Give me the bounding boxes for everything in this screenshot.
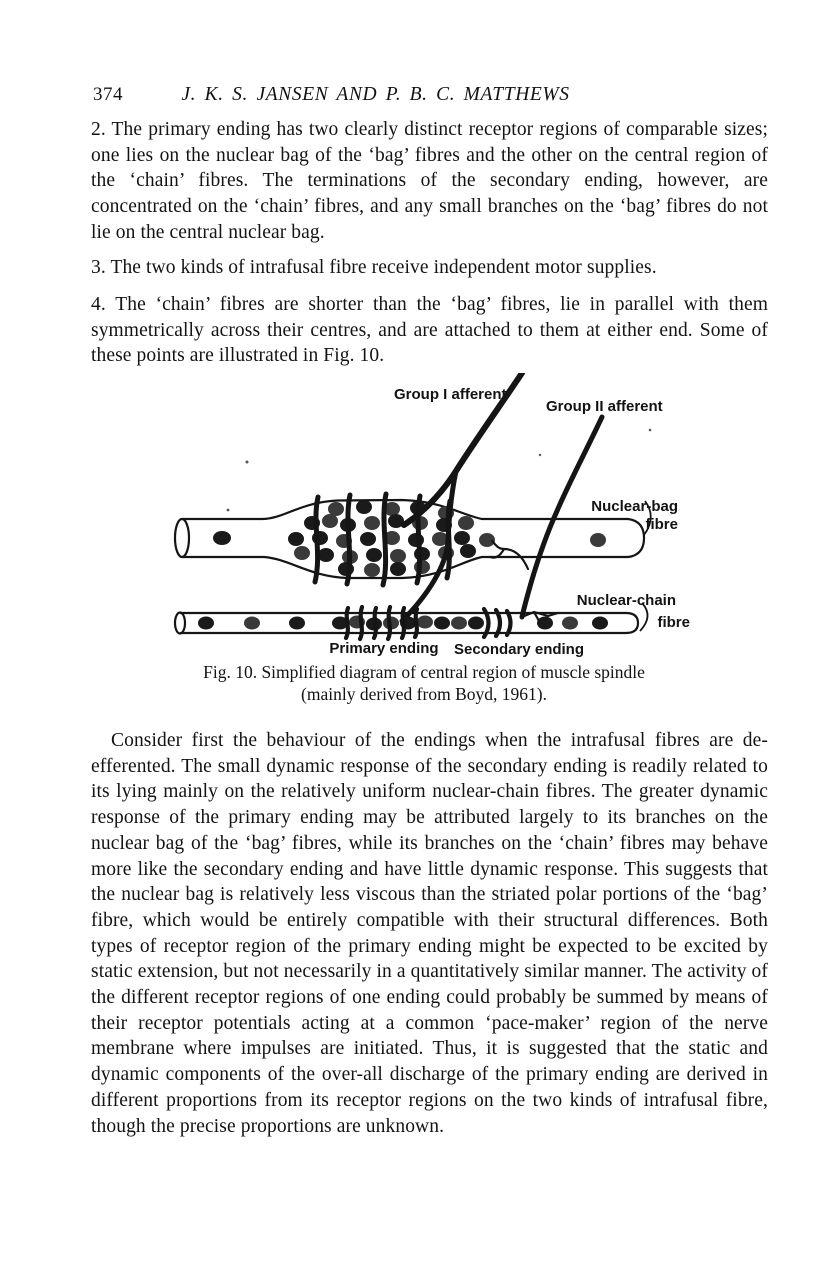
bag-fibre-left-cap — [175, 519, 189, 557]
figure-10 — [150, 373, 710, 663]
figure-caption-line1: Fig. 10. Simplified diagram of central region of muscle spindle — [203, 662, 645, 682]
label-secondary-ending: Secondary ending — [453, 641, 585, 658]
label-group-i-afferent: Group I afferent — [394, 386, 507, 403]
conclusion-item-2: 2. The primary ending has two clearly distinct receptor regions of comparable sizes; one lies on the nuclear bag of the ‘bag’ fibres and the other on the central region of the ‘chain’ fibres. The terminations of the secondary ending, however, are concentrated on the ‘chain’ fibres, and any small branches on the ‘bag’ fibres do not lie on the central nuclear bag. — [91, 119, 768, 243]
figure-caption-line2: (mainly derived from Boyd, 1961). — [301, 683, 547, 704]
label-nuclear-bag: Nuclear-bag — [591, 498, 678, 515]
muscle-spindle-diagram — [150, 373, 710, 663]
label-nuclear-chain-fibre: fibre — [657, 614, 690, 631]
chain-fibre-left-cap — [175, 613, 185, 634]
scan-speck — [649, 429, 652, 432]
page-header — [91, 84, 768, 110]
running-title: J. K. S. JANSEN AND P. B. C. MATTHEWS — [181, 84, 570, 105]
label-group-ii-afferent: Group II afferent — [546, 398, 663, 415]
figure-caption — [91, 662, 757, 705]
scan-speck — [227, 509, 230, 512]
label-nuclear-chain: Nuclear-chain — [576, 592, 676, 609]
conclusion-item-3: 3. The two kinds of intrafusal fibre receive independent motor supplies. — [91, 257, 657, 278]
scan-speck — [539, 454, 541, 456]
conclusion-item-4: 4. The ‘chain’ fibres are shorter than the ‘bag’ fibres, lie in parallel with them symmetrically across their centres, and are attached to them at either end. Some of these points are illustrated in Fig. 10. — [91, 294, 768, 367]
label-primary-ending: Primary ending — [329, 640, 439, 657]
page-number: 374 — [93, 84, 123, 105]
scan-speck — [246, 461, 249, 464]
discussion-paragraph: Consider first the behaviour of the endings when the intrafusal fibres are de-efferented. The small dynamic response of the secondary ending is readily related to its lying mainly on the relatively uniform nuclear-chain fibres. The greater dynamic response of the primary ending may be attributed largely to its branches on the nuclear bag of the ‘bag’ fibres, while its branches on the ‘chain’ fibres may behave more like the secondary ending and have little dynamic response. This suggests that the nuclear bag is relatively less viscous than the striated polar portions of the ‘bag’ fibre, which would be entirely compatible with their structural differences. Both types of receptor region of the primary ending might be expected to be excited by static extension, but not necessarily in a quantitatively similar manner. The activity of the different receptor regions of one ending could probably be summed by means of their receptor potentials acting at a common ‘pace-maker’ region of the nerve membrane where impulses are initiated. Thus, it is suggested that the static and dynamic components of the over-all discharge of the primary ending are derived in different proportions from its receptor regions on the two kinds of intrafusal fibre, though the precise proportions are unknown. — [91, 730, 768, 1137]
group-ii-afferent-line — [490, 417, 602, 617]
bag-small-branch — [490, 541, 528, 569]
label-nuclear-bag-fibre: fibre — [645, 516, 678, 533]
